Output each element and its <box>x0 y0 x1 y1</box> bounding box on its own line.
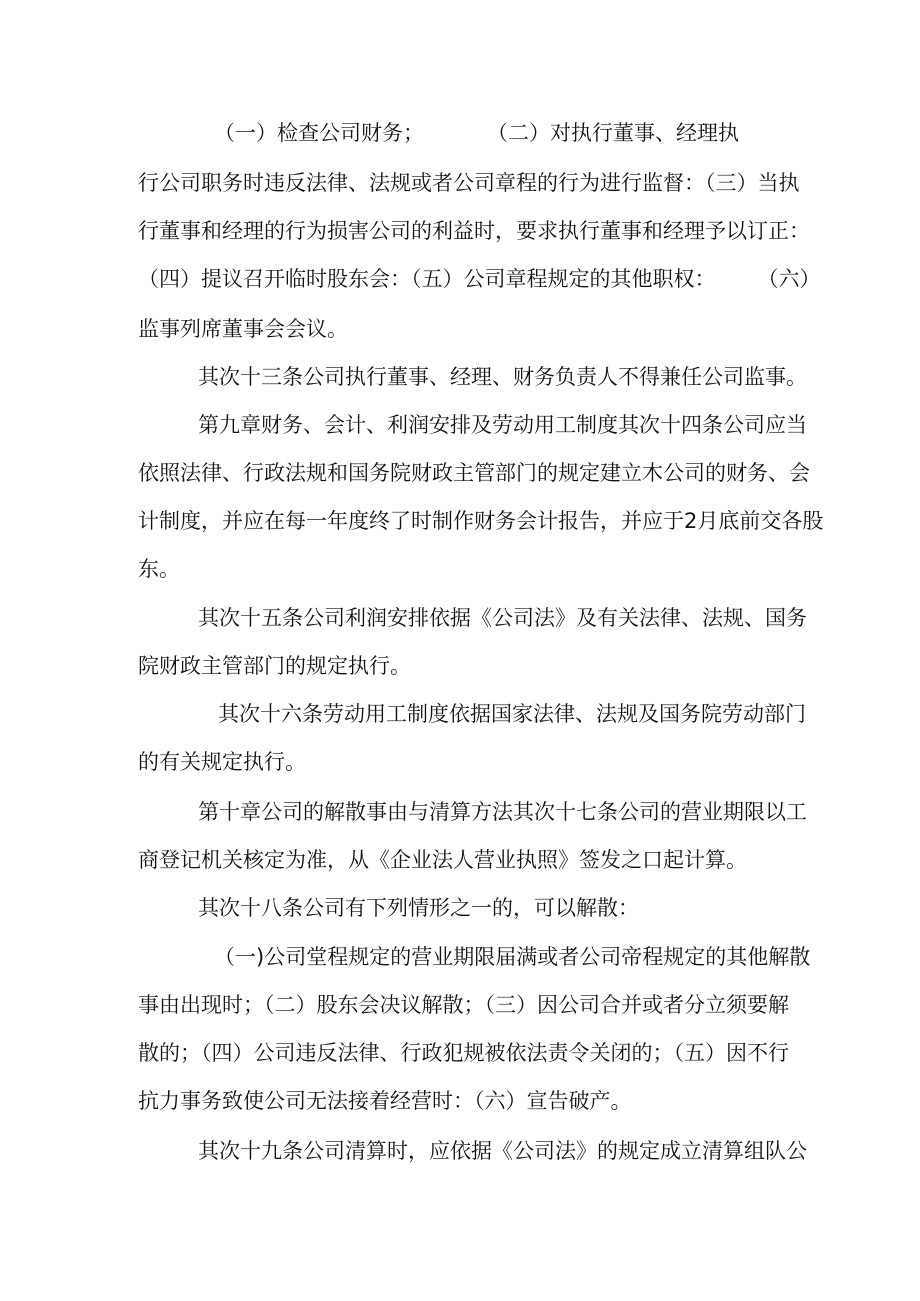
text-line: 的有关规定执行。 <box>138 750 306 774</box>
text-line: 其次十五条公司利润安排依据《公司法》及有关法律、法规、国务 <box>198 606 807 630</box>
text-line: （一）检查公司财务； （二）对执行董事、经理执 <box>214 121 739 145</box>
text-line: 计制度，并应在每一年度终了时制作财务会计报告，并应于2月底前交各股 <box>138 509 824 533</box>
text-line: 其次十六条劳动用工制度依据国家法律、法规及国务院劳动部门 <box>218 702 806 726</box>
text-line: 其次十八条公司有下列情形之一的，可以解散： <box>198 896 639 920</box>
text-line: 其次十九条公司清算时，应依据《公司法》的规定成立清算组队公 <box>198 1139 807 1163</box>
text-line: 事由出现时；（二）股东会决议解散；（三）因公司合并或者分立须要解 <box>138 993 789 1017</box>
text-line: 第九章财务、会计、利润安排及劳动用工制度其次十四条公司应当 <box>198 413 807 437</box>
text-line: 商登记机关核定为准，从《企业法人营业执照》签发之口起计算。 <box>138 848 747 872</box>
text-line: 第十章公司的解散事由与清算方法其次十七条公司的营业期限以工 <box>198 800 807 824</box>
text-line: 其次十三条公司执行董事、经理、财务负责人不得兼任公司监事。 <box>198 365 807 389</box>
text-line: （一)公司堂程规定的营业期限届满或者公司帝程规定的其他解散 <box>214 945 811 969</box>
text-line: （四）提议召开临时股东会：（五）公司章程规定的其他职权： （六） <box>138 267 821 291</box>
text-line: 散的；（四）公司违反法律、行政犯规被依法责令关闭的；（五）因不行 <box>138 1041 789 1065</box>
text-line: 依照法律、行政法规和国务院财政主管部门的规定建立木公司的财务、会 <box>138 461 810 485</box>
text-line: 东。 <box>138 557 180 581</box>
text-line: 院财政主管部门的规定执行。 <box>138 654 411 678</box>
text-line: 监事列席董事会会议。 <box>138 317 348 341</box>
text-line: 抗力事务致使公司无法接着经营时：（六）宣告破产。 <box>138 1089 632 1113</box>
text-line: 行董事和经理的行为损害公司的利益时，要求执行董事和经理予以订正： <box>138 219 810 243</box>
text-line: 行公司职务时违反法律、法规或者公司章程的行为进行监督：（三）当执 <box>138 171 800 195</box>
